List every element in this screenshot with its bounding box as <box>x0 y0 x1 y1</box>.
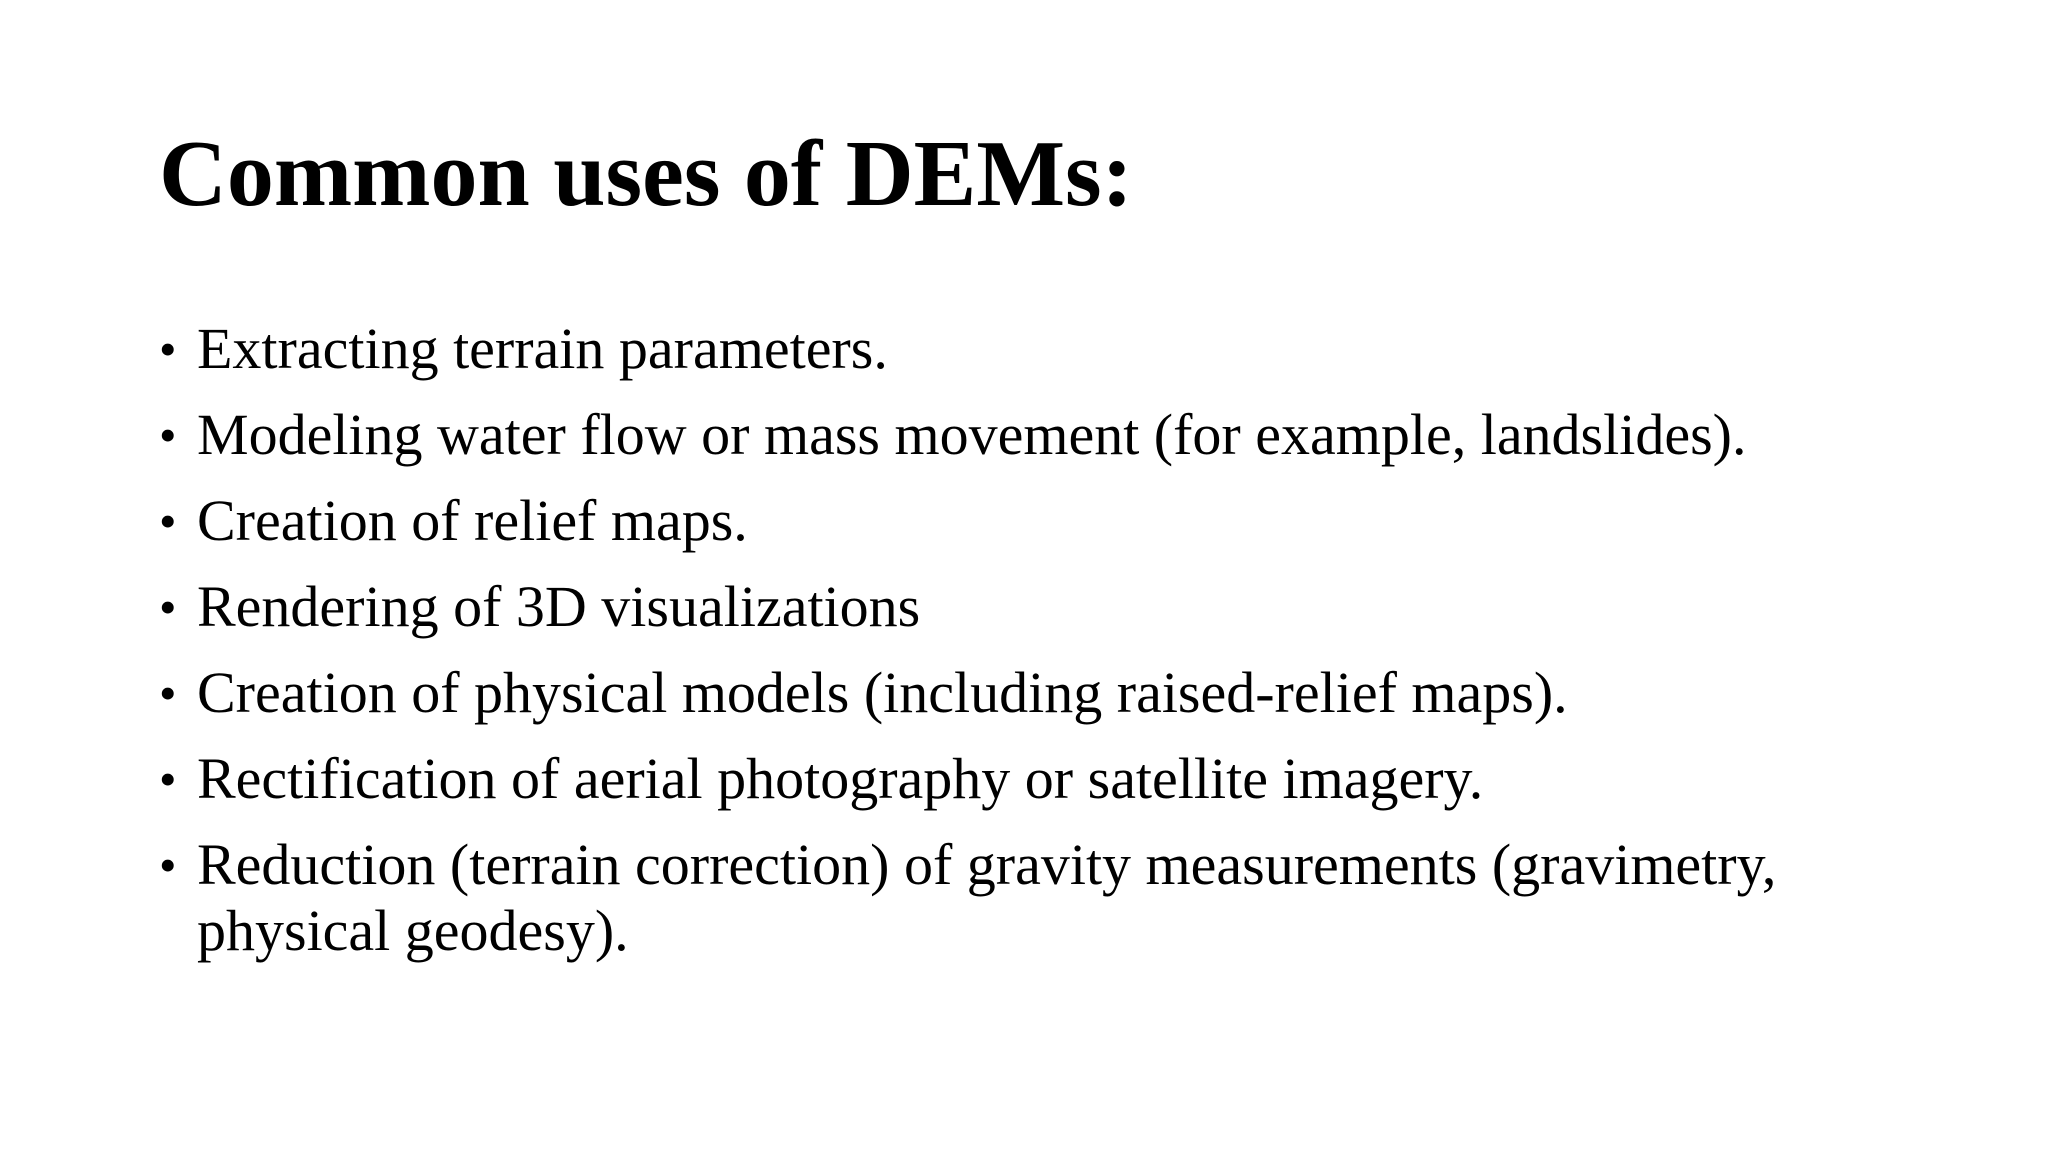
bullet-icon: • <box>159 665 177 721</box>
bullet-item-rectification <box>159 746 1919 812</box>
bullet-icon: • <box>159 837 177 893</box>
bullet-text: Modeling water flow or mass movement (for example, landslides). <box>197 402 1747 467</box>
bullet-item-3d-visualizations <box>159 574 1919 640</box>
slide-title: Common uses of DEMs: <box>159 122 1133 226</box>
bullet-item-gravity-reduction <box>159 832 1919 964</box>
bullet-icon: • <box>159 579 177 635</box>
bullet-list <box>159 316 1919 984</box>
bullet-icon: • <box>159 407 177 463</box>
bullet-icon: • <box>159 493 177 549</box>
bullet-text: Rendering of 3D visualizations <box>197 574 921 639</box>
bullet-item-physical-models <box>159 660 1919 726</box>
bullet-item-relief-maps <box>159 488 1919 554</box>
bullet-text: Extracting terrain parameters. <box>197 316 888 381</box>
bullet-text: Creation of physical models (including raised-relief maps). <box>197 660 1568 725</box>
bullet-icon: • <box>159 321 177 377</box>
bullet-text: Reduction (terrain correction) of gravity measurements (gravimetry, physical geodesy). <box>197 832 1777 963</box>
bullet-icon: • <box>159 751 177 807</box>
bullet-text: Rectification of aerial photography or satellite imagery. <box>197 746 1484 811</box>
bullet-item-terrain-parameters <box>159 316 1919 382</box>
bullet-text: Creation of relief maps. <box>197 488 748 553</box>
bullet-item-water-flow <box>159 402 1919 468</box>
